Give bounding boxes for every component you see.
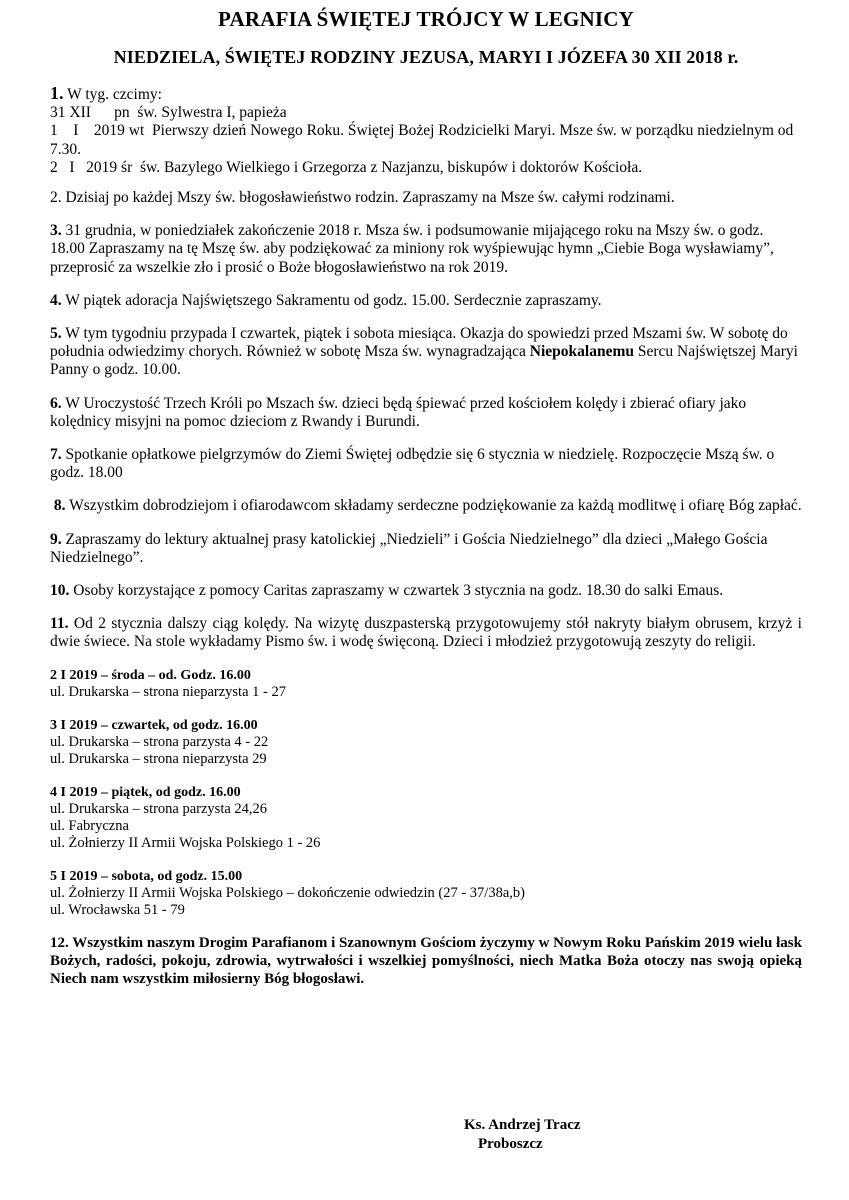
- schedule-street: ul. Drukarska – strona parzysta 24,26: [50, 800, 268, 817]
- announcement-12: [50, 934, 802, 989]
- announcement-5: [50, 325, 802, 380]
- item-number: 10.: [50, 582, 70, 600]
- week-line-2: 1 I 2019 wt Pierwszy dzień Nowego Roku. Świętej Bożej Rodzicielki Maryi. Msze św. w porządku niedzielnym od 7.30.: [50, 122, 798, 158]
- item-text: 12. Wszystkim naszym Drogim Parafianom i Szanownym Gościom życzymy w Nowym Roku Pańskim 2019 wielu łask Bożych, radości, pokoju, zdrowia, wytrwałości i wszelkiej pomyślności, niech Matka Boża otoczy nas swoją opieką Niech nam wszystkim miłosierny Bóg błogosławi.: [50, 934, 802, 988]
- week-line-1: 31 XII pn św. Sylwestra I, papieża: [50, 104, 287, 122]
- week-line-3: 2 I 2019 śr św. Bazylego Wielkiego i Grzegorza z Nazjanzu, biskupów i doktorów Kościoła.: [50, 158, 643, 176]
- item-intro: W tyg. czcimy:: [67, 86, 162, 103]
- item-number: 8.: [53, 497, 66, 515]
- announcement-6: [50, 395, 802, 431]
- schedule-street: ul. Żołnierzy II Armii Wojska Polskiego 1 - 26: [50, 834, 321, 851]
- signature-role: Proboszcz: [478, 1136, 543, 1152]
- schedule-day: [50, 717, 802, 768]
- item-number: 3.: [50, 222, 62, 240]
- page-subtitle: NIEDZIELA, ŚWIĘTEJ RODZINY JEZUSA, MARYI I JÓZEFA 30 XII 2018 r.: [113, 47, 739, 67]
- schedule-day-heading: 5 I 2019 – sobota, od godz. 15.00: [50, 868, 243, 884]
- item-text: 31 grudnia, w poniedziałek zakończenie 2018 r. Msza św. i podsumowanie mijającego roku na Mszy św. o godz. 18.00 Zapraszamy na tę Mszę św. aby podziękować za miniony rok wyśpiewując hymn „Ciebie Boga wysławiamy”, przeprosić za wszelkie zło i prosić o Boże błogosławieństwo na rok 2019.: [50, 222, 774, 276]
- page-title: PARAFIA ŚWIĘTEJ TRÓJCY W LEGNICY: [218, 7, 634, 31]
- item-number: 9.: [50, 530, 62, 548]
- announcement-8: [50, 497, 802, 515]
- item-bold: Niepokalanemu: [529, 343, 634, 361]
- item-text: Dzisiaj po każdej Mszy św. błogosławieństwo rodzin. Zapraszamy na Msze św. całymi rodzinami.: [65, 189, 675, 207]
- item-text: Spotkanie opłatkowe pielgrzymów do Ziemi Świętej odbędzie się 6 stycznia w niedzielę. Rozpoczęcie Mszą św. o godz. 18.00: [50, 446, 775, 482]
- announcement-9: [50, 531, 802, 567]
- schedule-day: [50, 784, 802, 852]
- announcement-1: [50, 84, 802, 177]
- schedule-street: ul. Wrocławska 51 - 79: [50, 901, 185, 918]
- schedule-street: ul. Drukarska – strona parzysta 4 - 22: [50, 733, 269, 750]
- schedule-street: ul. Drukarska – strona nieparzysta 29: [50, 750, 267, 767]
- announcement-2: [50, 189, 802, 207]
- schedule-day-heading: 4 I 2019 – piątek, od godz. 16.00: [50, 784, 241, 800]
- announcement-3: [50, 222, 802, 277]
- announcement-4: [50, 292, 802, 310]
- item-text: Zapraszamy do lektury aktualnej prasy katolickiej „Niedzieli” i Gościa Niedzielnego” dla dzieci „Małego Gościa Niedzielnego”.: [50, 530, 768, 566]
- item-text: Osoby korzystające z pomocy Caritas zapraszamy w czwartek 3 stycznia na godz. 18.30 do salki Emaus.: [73, 582, 724, 600]
- schedule-day-heading: 3 I 2019 – czwartek, od godz. 16.00: [50, 717, 258, 733]
- item-text: Wszystkim dobrodziejom i ofiarodawcom składamy serdeczne podziękowanie za każdą modlitwę i ofiarę Bóg zapłać.: [69, 497, 802, 515]
- item-text-a: W tym tygodniu przypada I czwartek, piątek i sobota miesiąca. Okazja do spowiedzi przed Mszami św. W sobotę do południa odwiedzimy chorych. Również w sobotę Msza św. wynagradzająca: [50, 325, 788, 361]
- schedule-street: ul. Drukarska – strona nieparzysta 1 - 27: [50, 683, 286, 700]
- schedule-day-heading: 2 I 2019 – środa – od. Godz. 16.00: [50, 667, 251, 683]
- schedule-street: ul. Żołnierzy II Armii Wojska Polskiego – dokończenie odwiedzin (27 - 37/38a,b): [50, 884, 525, 901]
- item-number: 2.: [50, 189, 62, 207]
- item-number: 4.: [50, 291, 62, 309]
- item-text: Od 2 stycznia dalszy ciąg kolędy. Na wizytę duszpasterską przygotowujemy stół nakryty białym obrusem, krzyż i dwie świece. Na stole wykładamy Pismo św. i wodę święconą. Dzieci i młodzież przygotowują zeszyty do religii.: [50, 615, 802, 651]
- announcement-10: [50, 582, 802, 600]
- bulletin-page: [50, 0, 802, 988]
- item-number: 5.: [50, 325, 62, 343]
- item-number: 7.: [50, 446, 62, 464]
- schedule-day: [50, 667, 802, 701]
- item-text: W piątek adoracja Najświętszego Sakramentu od godz. 15.00. Serdecznie zapraszamy.: [65, 291, 602, 309]
- item-number: 11.: [50, 615, 69, 633]
- item-text-b: Sercu Najświętszej Maryi Panny o godz. 10.00.: [50, 343, 798, 379]
- visit-schedule: [50, 667, 802, 919]
- item-number: 1.: [50, 83, 64, 103]
- item-number: 6.: [50, 394, 62, 412]
- signature-name: Ks. Andrzej Tracz: [464, 1117, 581, 1133]
- item-text: W Uroczystość Trzech Króli po Mszach św. dzieci będą śpiewać przed kościołem kolędy i zbierać ofiary jako kolędnicy misyjni na pomoc dzieciom z Rwandy i Burundi.: [50, 394, 747, 430]
- schedule-day: [50, 868, 802, 919]
- announcement-11: [50, 615, 802, 651]
- signature: [464, 1116, 581, 1154]
- announcement-7: [50, 446, 802, 482]
- schedule-street: ul. Fabryczna: [50, 817, 129, 834]
